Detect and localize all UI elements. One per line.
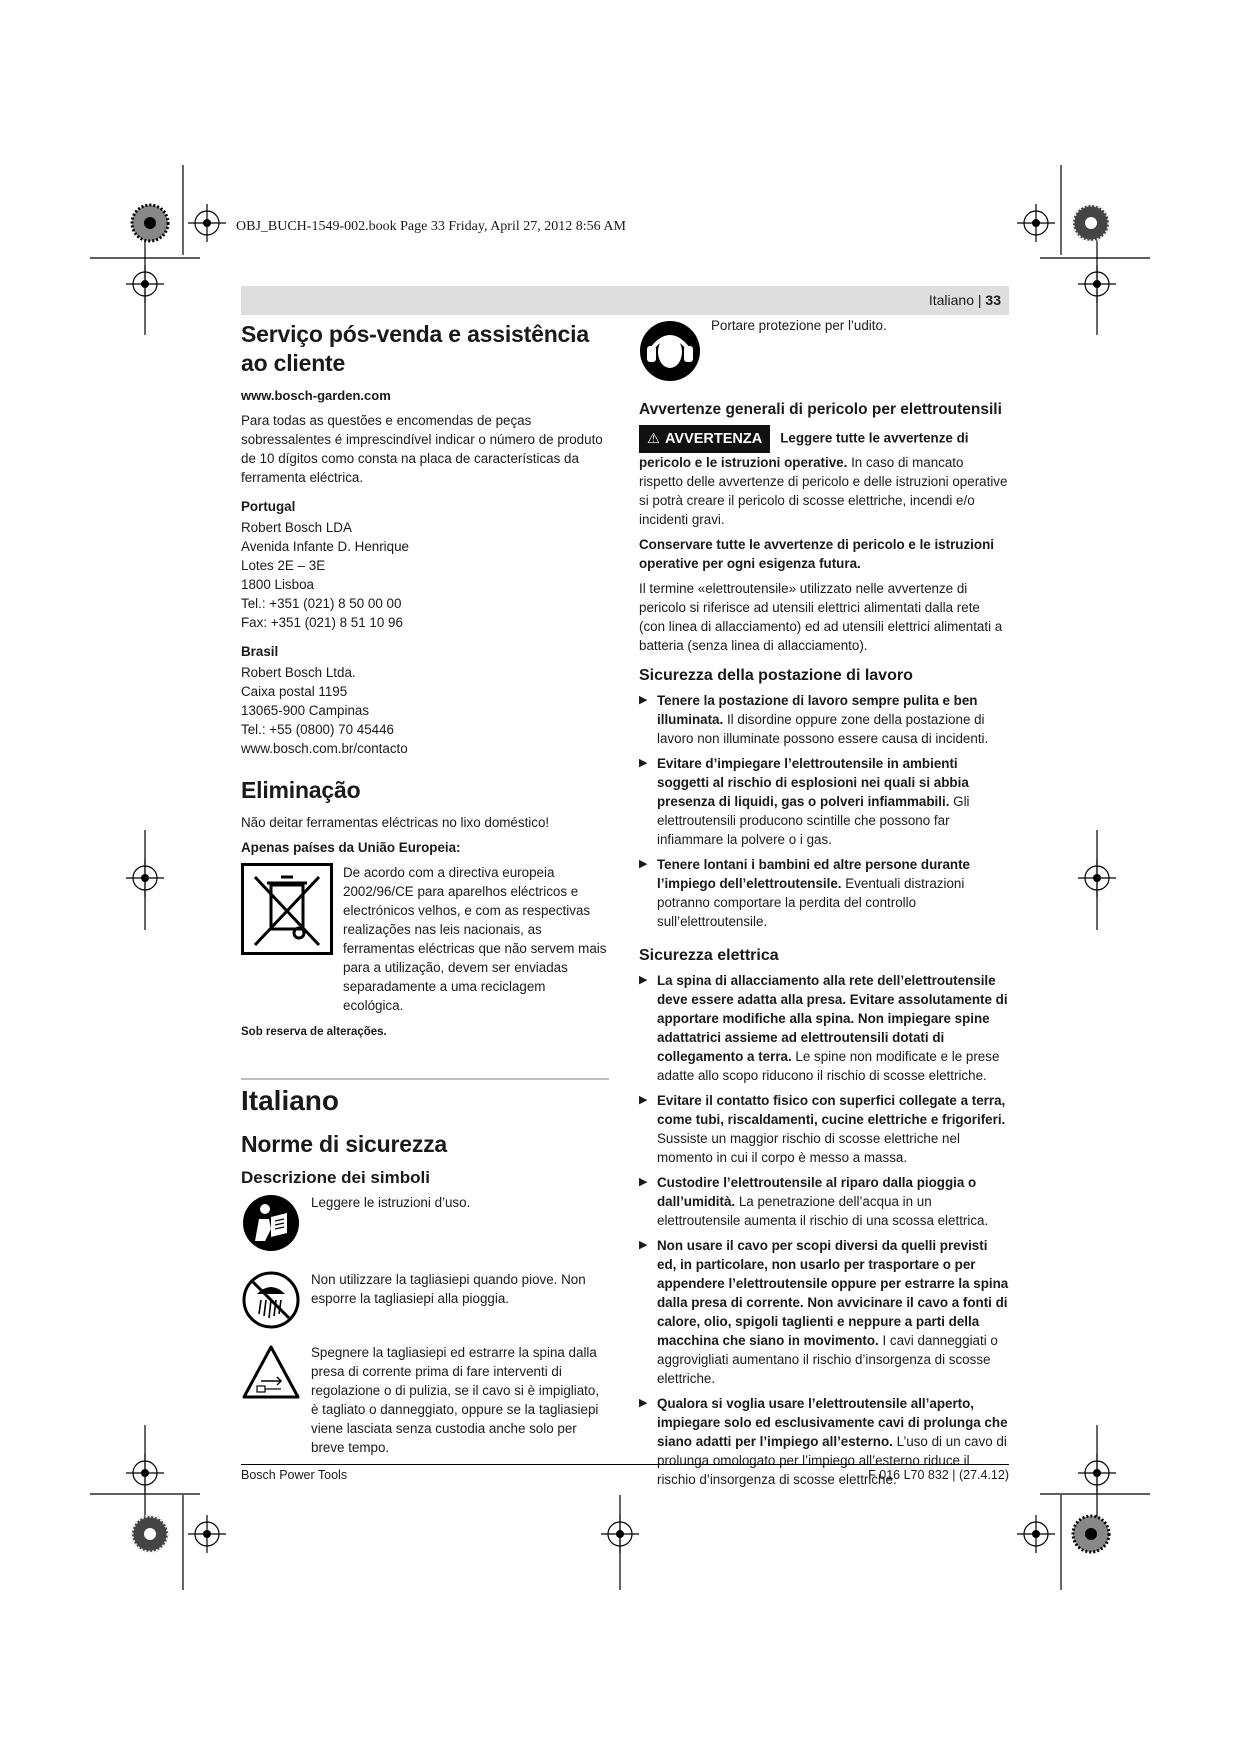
bullet-item: ▶ Tenere lontani i bambini ed altre persone durante l’impiego dell’elettroutensile. Eventuali distrazioni potranno comportare la perdita del controllo sull’elettroutensile.	[639, 857, 971, 929]
header-separator: |	[974, 292, 986, 308]
page-header	[241, 286, 1009, 315]
bullet-item: ▶ La spina di allacciamento alla rete dell’elettroutensile deve essere adatta alla presa. Evitare assolutamente di apportare modifiche alla spina. Non impiegare spine adattatrici assieme ad elettroutensili dotati di collegamento a terra. Le spine non modificate e le prese adatte allo scopo riducono il rischio di scosse elettriche.	[639, 973, 1008, 1083]
bullet-item: ▶ Tenere la postazione di lavoro sempre pulita e ben illuminata. Il disordine oppure zone della postazione di lavoro non illuminate possono essere causa di incidenti.	[639, 693, 989, 746]
brasil-label: Brasil	[241, 644, 279, 659]
address-line: Robert Bosch Ltda.	[241, 665, 356, 680]
color-wheel-mark	[132, 205, 168, 241]
no-rain-icon	[241, 1270, 301, 1335]
header-text	[929, 292, 1001, 308]
section-divider	[241, 1078, 609, 1080]
crosshair-target	[1017, 1515, 1055, 1553]
symbols-title: Descrizione dei simboli	[241, 1168, 430, 1187]
address-line: Fax: +351 (021) 8 51 10 96	[241, 615, 403, 630]
color-wheel-mark	[132, 1516, 168, 1552]
language-title: Italiano	[241, 1085, 340, 1116]
general-warnings-title: Avvertenze generali di pericolo per elettroutensili	[639, 401, 1002, 418]
bullet-item: ▶ Qualora si voglia usare l’elettroutensile all’aperto, impiegare solo ed esclusivamente cavi di prolunga che siano adatti per l’impiego all’esterno. L’uso di un cavo di prolunga omologato per l’impiego all’esterno riduce il rischio d’insorgenza di scosse elettriche.	[639, 1396, 1008, 1487]
color-wheel-mark	[1073, 1516, 1109, 1552]
crosshair-target	[1078, 859, 1116, 897]
bullet-arrow-icon: ▶	[639, 974, 648, 986]
header-section: Italiano	[928, 292, 974, 308]
bullet-arrow-icon: ▶	[639, 1239, 648, 1251]
address-line: 1800 Lisboa	[241, 577, 314, 592]
service-title: Serviço pós-venda e assistência ao cliente	[241, 321, 589, 376]
crosshair-target	[1078, 1454, 1116, 1492]
address-line: Tel.: +55 (0800) 70 45446	[241, 722, 394, 737]
bullet-arrow-icon: ▶	[639, 694, 648, 706]
crosshair-target	[1078, 265, 1116, 303]
weee-block	[241, 863, 609, 1015]
address-line: Caixa postal 1195	[241, 684, 348, 699]
elimination-text: Não deitar ferramentas eléctricas no lixo doméstico!	[241, 815, 550, 830]
address-line: Tel.: +351 (021) 8 50 00 00	[241, 596, 402, 611]
left-column	[241, 320, 609, 1465]
crosshair-target	[126, 1454, 164, 1492]
crosshair-target	[188, 1515, 226, 1553]
crosshair-target	[601, 1515, 639, 1553]
crosshair-target	[126, 859, 164, 897]
work-area-title: Sicurezza della postazione di lavoro	[639, 667, 913, 684]
symbol-row	[241, 1193, 609, 1258]
safety-title: Norme di sicurezza	[241, 1131, 448, 1157]
brasil-address	[241, 663, 609, 758]
symbol-text: Non utilizzare la tagliasiepi quando piove. Non esporre la tagliasiepi alla pioggia.	[311, 1272, 586, 1306]
warning-paragraph	[639, 425, 1009, 529]
bullet-item: ▶ Evitare d’impiegare l’elettroutensile in ambienti soggetti al rischio di esplosioni nei quali si abbia presenza di liquidi, gas o polveri infiammabili. Gli elettroutensili producono scintille che possono far infiammare la polvere o i gas.	[639, 756, 970, 847]
crossed-bin-icon	[241, 863, 333, 960]
warning-triangle-icon: ⚠	[647, 430, 660, 447]
bullet-arrow-icon: ▶	[639, 1176, 648, 1188]
portugal-label: Portugal	[241, 499, 296, 514]
electrical-safety-title: Sicurezza elettrica	[639, 947, 779, 964]
bullet-arrow-icon: ▶	[639, 1397, 648, 1409]
crosshair-target	[188, 204, 226, 242]
color-wheel-mark	[1073, 205, 1109, 241]
crosshair-target	[126, 265, 164, 303]
reserve-note: Sob reserva de alterações.	[241, 1026, 387, 1038]
address-line: 13065-900 Campinas	[241, 703, 370, 718]
warning-bold: Leggere tutte le avvertenze di pericolo e le istruzioni operative.	[639, 430, 969, 470]
bullet-item: ▶ Evitare il contatto fisico con superfici collegate a terra, come tubi, riscaldamenti, cucine elettriche e frigoriferi. Sussiste un maggior rischio di scosse elettriche nel momento in cui il corpo è messo a massa.	[639, 1093, 1006, 1165]
print-info: OBJ_BUCH-1549-002.book Page 33 Friday, April 27, 2012 8:56 AM	[236, 219, 626, 234]
address-line: Robert Bosch LDA	[241, 520, 352, 535]
eu-only-label: Apenas países da União Europeia:	[241, 840, 461, 855]
right-column	[639, 320, 1009, 1495]
unplug-warning-icon	[241, 1343, 301, 1408]
read-manual-icon	[241, 1193, 301, 1258]
warning-badge	[639, 425, 770, 453]
address-line: Avenida Infante D. Henrique	[241, 539, 409, 554]
ear-protection-icon	[639, 320, 701, 387]
symbol-row	[241, 1343, 609, 1457]
service-url[interactable]: www.bosch-garden.com	[241, 388, 391, 403]
elimination-title: Eliminação	[241, 777, 361, 803]
bullet-arrow-icon: ▶	[639, 858, 648, 870]
bullet-arrow-icon: ▶	[639, 1094, 648, 1106]
warning-badge-label: AVVERTENZA	[665, 430, 763, 447]
footer-doc-number: F 016 L70 832 | (27.4.12)	[868, 1468, 1009, 1482]
footer-brand: Bosch Power Tools	[241, 1468, 348, 1482]
address-line: Lotes 2E – 3E	[241, 558, 326, 573]
term-definition: Il termine «elettroutensile» utilizzato nelle avvertenze di pericolo si riferisce ad utensili elettrici alimentati dalla rete (con linea di allacciamento) ed ad utensili elettrici alimentati a batteria (senza linea di allacciamento).	[639, 581, 1003, 653]
crosshair-target	[1017, 204, 1055, 242]
symbol-row	[241, 1270, 609, 1335]
service-text: Para todas as questões e encomendas de peças sobressalentes é imprescindível indicar o número de produto de 10 dígitos como consta na placa de características da ferramenta eléctrica.	[241, 413, 603, 485]
weee-text: De acordo com a directiva europeia 2002/96/CE para aparelhos eléctricos e electrónicos velhos, e com as respectivas realizações nas leis nacionais, as ferramentas eléctricas que não servem mais para a utilização, devem ser enviadas separadamente a uma reciclagem ecológica.	[343, 865, 607, 1013]
portugal-address	[241, 518, 609, 632]
symbol-text: Leggere le istruzioni d’uso.	[311, 1195, 471, 1210]
warning-rest: In caso di mancato rispetto delle avvertenze di pericolo e delle istruzioni operative si potrà creare il pericolo di scosse elettriche, incendi e/o incidenti gravi.	[639, 455, 1008, 527]
footer-rule	[241, 1464, 1009, 1465]
keep-instructions: Conservare tutte le avvertenze di pericolo e le istruzioni operative per ogni esigenza futura.	[639, 537, 994, 571]
address-line[interactable]: www.bosch.com.br/contacto	[241, 741, 408, 756]
symbol-text: Spegnere la tagliasiepi ed estrarre la spina dalla presa di corrente prima di fare interventi di regolazione o di pulizia, se il cavo si è impigliato, è tagliato o danneggiato, oppure se la tagliasiepi viene lasciata senza custodia anche solo per breve tempo.	[311, 1345, 600, 1455]
bullet-item: ▶ Non usare il cavo per scopi diversi da quelli previsti ed, in particolare, non usarlo per trasportare o per appendere l’elettroutensile oppure per estrarre la spina dalla presa di corrente. Non avvicinare il cavo a fonti di calore, olio, spigoli taglienti e neppure a parti della macchina che siano in movimento. I cavi danneggiati o aggrovigliati aumentano il rischio d’insorgenza di scosse elettriche.	[639, 1238, 1009, 1386]
bullet-item: ▶ Custodire l’elettroutensile al riparo dalla pioggia o dall’umidità. La penetrazione dell’acqua in un elettroutensile aumenta il rischio di una scossa elettrica.	[639, 1175, 989, 1228]
ear-text: Portare protezione per l’udito.	[711, 318, 887, 333]
hearing-protection-row	[639, 320, 1009, 387]
bullet-arrow-icon: ▶	[639, 757, 648, 769]
page-number: 33	[985, 292, 1001, 308]
